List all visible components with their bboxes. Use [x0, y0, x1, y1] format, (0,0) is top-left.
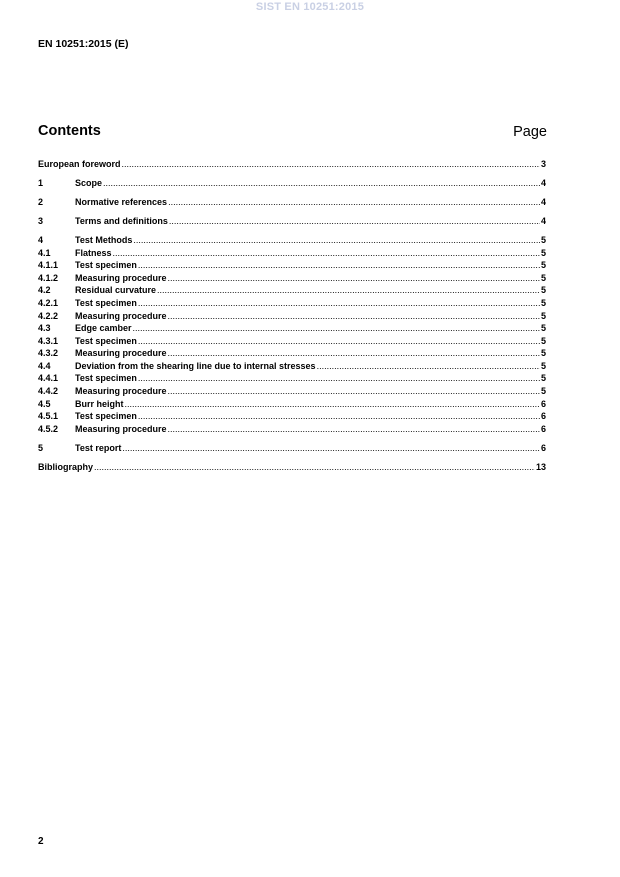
- toc-entry-page: 6: [540, 411, 546, 422]
- toc-entry-page: 5: [540, 373, 546, 384]
- toc-entry-number: 1: [38, 177, 44, 188]
- toc-entry-page: 5: [540, 323, 546, 334]
- toc-dot-leader: [138, 259, 540, 272]
- toc-entry[interactable]: [38, 158, 546, 171]
- toc-entry-title: Bibliography: [38, 461, 94, 472]
- toc-entry-page: 13: [535, 461, 546, 472]
- toc-entry[interactable]: [38, 247, 546, 260]
- toc-entry-number: 4.5: [38, 398, 51, 409]
- toc-entry-number: 4.1.2: [38, 272, 59, 283]
- toc-entry-title: Measuring procedure: [75, 348, 167, 359]
- toc-entry-page: 5: [540, 335, 546, 346]
- toc-entry-title: Edge camber: [75, 323, 132, 334]
- toc-entry-page: 5: [540, 285, 546, 296]
- toc-entry-number: 4.1: [38, 247, 51, 258]
- document-id: EN 10251:2015 (E): [38, 38, 129, 50]
- toc-entry-page: 6: [540, 398, 546, 409]
- toc-dot-leader: [168, 310, 540, 323]
- toc-entry-title: Burr height: [75, 398, 124, 409]
- toc-entry-number: 4.5.2: [38, 423, 59, 434]
- toc-dot-leader: [113, 247, 540, 260]
- toc-entry-number: 4.1.1: [38, 260, 59, 271]
- toc-entry-title: Test specimen: [75, 260, 137, 271]
- toc-entry-title: Measuring procedure: [75, 386, 167, 397]
- watermark: SIST EN 10251:2015: [255, 1, 365, 13]
- toc-dot-leader: [157, 284, 540, 297]
- toc-entry-page: 5: [540, 310, 546, 321]
- toc-entry-title: Test Methods: [75, 234, 133, 245]
- toc-entry-number: 4.2.2: [38, 310, 59, 321]
- toc-entry-number: 4: [38, 234, 44, 245]
- toc-entry-title: Measuring procedure: [75, 272, 167, 283]
- toc-entry-page: 5: [540, 272, 546, 283]
- toc-entry-title: Measuring procedure: [75, 310, 167, 321]
- toc-dot-leader: [133, 234, 540, 247]
- toc-entry[interactable]: [38, 272, 546, 285]
- toc-entry-number: 3: [38, 215, 44, 226]
- toc-entry-title: Test specimen: [75, 411, 137, 422]
- toc-entry-page: 5: [540, 386, 546, 397]
- toc-entry-page: 5: [540, 297, 546, 308]
- toc-entry-page: 5: [540, 260, 546, 271]
- toc-entry-number: 4.3.2: [38, 348, 59, 359]
- toc-entry-number: 5: [38, 442, 44, 453]
- toc-dot-leader: [103, 177, 540, 190]
- toc-entry-title: Test report: [75, 442, 122, 453]
- toc-entry-number: 4.4.2: [38, 386, 59, 397]
- page-number: 2: [38, 836, 44, 847]
- toc-entry-page: 6: [540, 442, 546, 453]
- toc-entry-title: Measuring procedure: [75, 423, 167, 434]
- table-of-contents: [38, 158, 546, 473]
- toc-entry-page: 5: [540, 247, 546, 258]
- toc-dot-leader: [168, 347, 540, 360]
- toc-dot-leader: [122, 158, 540, 171]
- toc-entry-page: 5: [540, 360, 546, 371]
- toc-dot-leader: [168, 272, 540, 285]
- toc-entry-page: 5: [540, 348, 546, 359]
- toc-entry-number: 4.4: [38, 360, 51, 371]
- toc-entry-number: 4.4.1: [38, 373, 59, 384]
- toc-dot-leader: [168, 423, 540, 436]
- toc-dot-leader: [133, 322, 540, 335]
- toc-dot-leader: [125, 398, 540, 411]
- toc-entry-number: 4.3: [38, 323, 51, 334]
- toc-entry-number: 2: [38, 196, 44, 207]
- toc-entry-title: Test specimen: [75, 297, 137, 308]
- toc-entry-title: Test specimen: [75, 335, 137, 346]
- toc-dot-leader: [168, 385, 540, 398]
- toc-entry[interactable]: [38, 259, 546, 272]
- toc-entry[interactable]: [38, 372, 546, 385]
- toc-entry-number: 4.5.1: [38, 411, 59, 422]
- toc-entry[interactable]: [38, 322, 546, 335]
- toc-dot-leader: [138, 335, 540, 348]
- toc-entry-title: Terms and definitions: [75, 215, 168, 226]
- toc-entry[interactable]: [38, 234, 546, 247]
- toc-entry-page: 4: [540, 177, 546, 188]
- toc-entry-page: 4: [540, 215, 546, 226]
- toc-entry[interactable]: [38, 310, 546, 323]
- page-column-label: Page: [513, 124, 547, 140]
- toc-entry[interactable]: [38, 215, 546, 228]
- toc-dot-leader: [122, 442, 540, 455]
- toc-dot-leader: [138, 297, 540, 310]
- toc-entry[interactable]: [38, 410, 546, 423]
- toc-entry[interactable]: [38, 335, 546, 348]
- toc-entry-title: European foreword: [38, 159, 121, 169]
- toc-dot-leader: [138, 410, 540, 423]
- toc-entry-title: Normative references: [75, 196, 168, 207]
- toc-dot-leader: [317, 360, 540, 373]
- toc-dot-leader: [168, 196, 540, 209]
- toc-entry-title: Deviation from the shearing line due to internal stresses: [75, 360, 316, 371]
- toc-entry[interactable]: [38, 398, 546, 411]
- toc-entry[interactable]: [38, 423, 546, 436]
- toc-entry-page: 6: [540, 423, 546, 434]
- toc-entry-number: 4.3.1: [38, 335, 59, 346]
- toc-entry-title: Flatness: [75, 247, 112, 258]
- toc-entry-page: 3: [540, 159, 546, 169]
- toc-entry[interactable]: [38, 360, 546, 373]
- contents-title: Contents: [38, 123, 101, 139]
- toc-entry-page: 5: [540, 234, 546, 245]
- toc-dot-leader: [169, 215, 540, 228]
- toc-entry[interactable]: [38, 461, 546, 474]
- toc-entry-title: Residual curvature: [75, 285, 157, 296]
- toc-entry-number: 4.2.1: [38, 297, 59, 308]
- toc-dot-leader: [138, 372, 540, 385]
- toc-entry-title: Test specimen: [75, 373, 137, 384]
- toc-entry[interactable]: [38, 442, 546, 455]
- toc-dot-leader: [94, 461, 535, 474]
- toc-entry[interactable]: [38, 177, 546, 190]
- toc-entry[interactable]: [38, 196, 546, 209]
- toc-entry-number: 4.2: [38, 285, 51, 296]
- toc-entry-title: Scope: [75, 177, 103, 188]
- toc-entry[interactable]: [38, 385, 546, 398]
- toc-entry[interactable]: [38, 347, 546, 360]
- toc-entry[interactable]: [38, 284, 546, 297]
- toc-entry[interactable]: [38, 297, 546, 310]
- toc-entry-page: 4: [540, 196, 546, 207]
